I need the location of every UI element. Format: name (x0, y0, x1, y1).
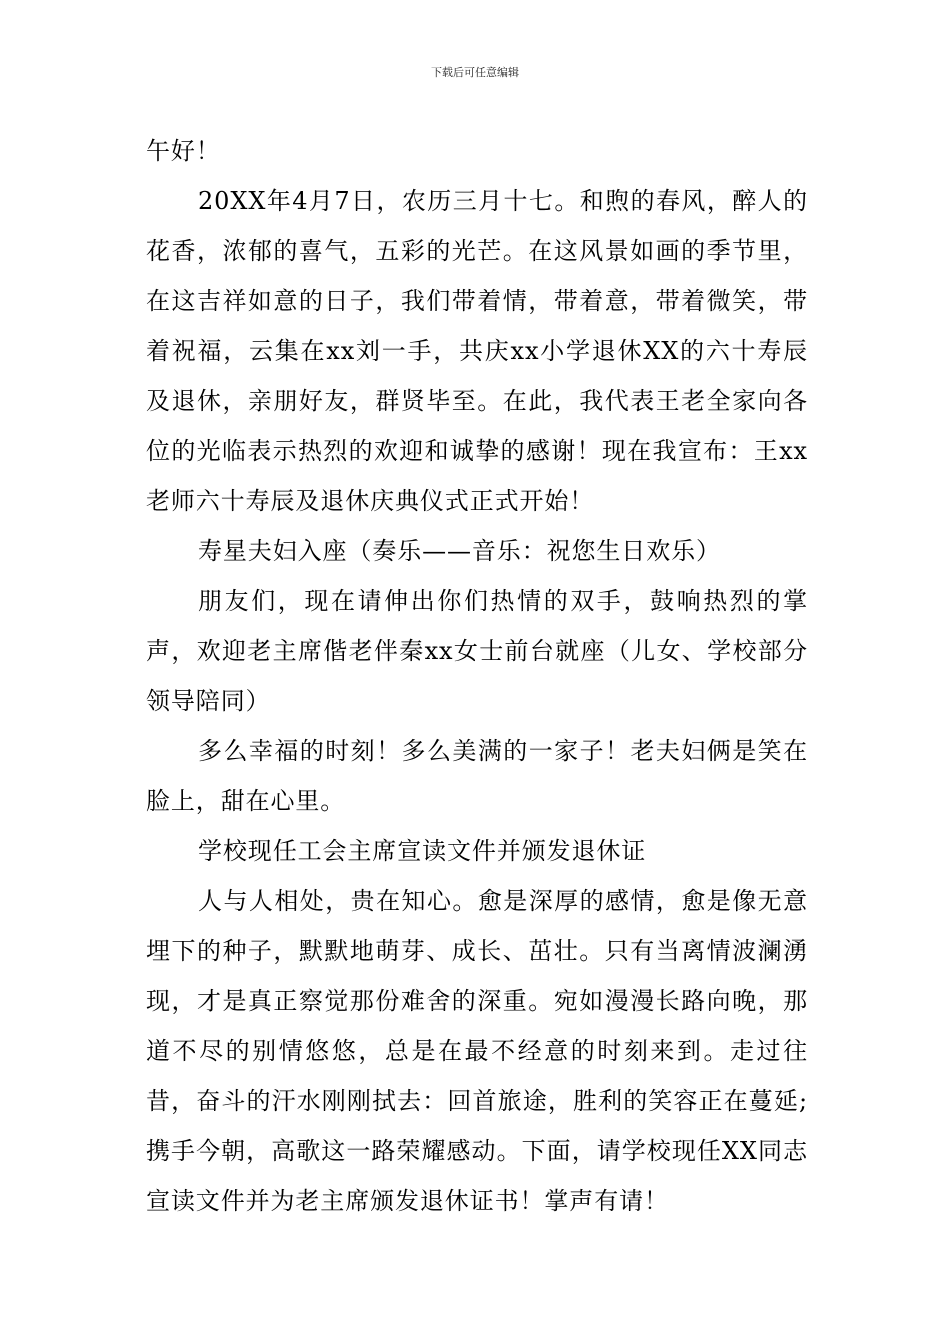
document-body (146, 126, 808, 1226)
paragraph-greeting: 午好！ (146, 137, 221, 165)
paragraph-farewell: 人与人相处，贵在知心。愈是深厚的感情，愈是像无意埋下的种子，默默地萌芽、成长、茁壮。只有当离情波澜湧现，才是真正察觉那份难舍的深重。宛如漫漫长路向晚，那道不尽的别情悠悠，总是在最不经意的时刻来到。走过往昔，奋斗的汗水刚刚拭去：回首旅途，胜利的笑容正在蔓延;携手今朝，高歌这一路荣耀感动。下面，请学校现任XX同志宣读文件并为老主席颁发退休证书！掌声有请！ (146, 887, 808, 1215)
paragraph-certificate-heading: 学校现任工会主席宣读文件并颁发退休证 (198, 837, 647, 865)
paragraph-seating: 寿星夫妇入座（奏乐——音乐：祝您生日欢乐） (198, 537, 721, 565)
paragraph-opening: 20XX年4月7日，农历三月十七。和煦的春风，醉人的花香，浓郁的喜气，五彩的光芒。在这风景如画的季节里，在这吉祥如意的日子，我们带着情，带着意，带着微笑，带着祝福，云集在xx刘一手，共庆xx小学退休XX的六十寿辰及退休，亲朋好友，群贤毕至。在此，我代表王老全家向各位的光临表示热烈的欢迎和诚挚的感谢！现在我宣布：王xx老师六十寿辰及退休庆典仪式正式开始！ (146, 187, 808, 515)
paragraph-family: 多么幸福的时刻！多么美满的一家子！老夫妇俩是笑在脸上，甜在心里。 (146, 737, 808, 815)
page-header: 下载后可任意编辑 (431, 66, 519, 79)
paragraph-applause: 朋友们，现在请伸出你们热情的双手，鼓响热烈的掌声，欢迎老主席偕老伴秦xx女士前台就座（儿女、学校部分领导陪同） (146, 587, 808, 715)
